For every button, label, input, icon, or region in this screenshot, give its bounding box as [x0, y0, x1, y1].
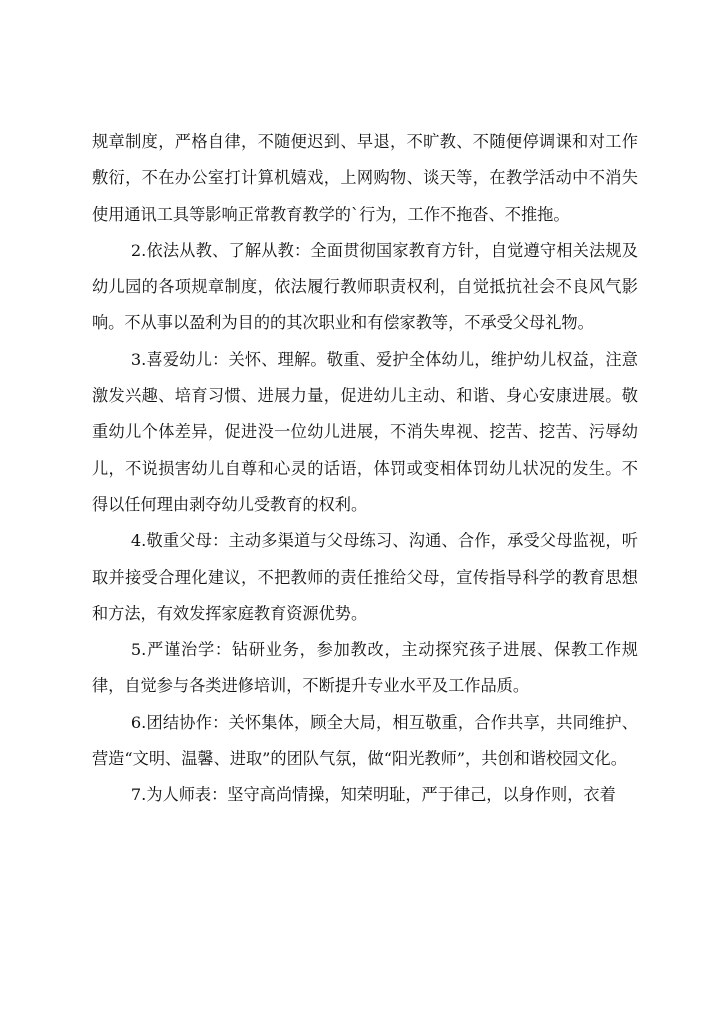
document-body: [92, 124, 638, 814]
paragraph-item-2: 2.依法从教、了解从教：全面贯彻国家教育方针，自觉遵守相关法规及幼儿园的各项规章制度，依法履行教师职责权利，自觉抵抗社会不良风气影响。不从事以盈利为目的的其次职业和有偿家教等，不承受父母礼物。: [92, 240, 638, 333]
paragraph-continuation: 规章制度，严格自律，不随便迟到、早退，不旷教、不随便停调课和对工作敷衍，不在办公室打计算机嬉戏，上网购物、谈天等，在教学活动中不消失使用通讯工具等影响正常教育教学的`行为，工作不拖沓、不推拖。: [92, 132, 638, 224]
paragraph-item-5: 5.严谨治学：钻研业务，参加教改，主动探究孩子进展、保教工作规律，自觉参与各类进修培训，不断提升专业水平及工作品质。: [92, 640, 638, 696]
paragraph-item-3: 3.喜爱幼儿：关怀、理解。敬重、爱护全体幼儿，维护幼儿权益，注意激发兴趣、培育习惯、进展力量，促进幼儿主动、和谐、身心安康进展。敬重幼儿个体差异，促进没一位幼儿进展，不消失卑视、挖苦、挖苦、污辱幼儿，不说损害幼儿自尊和心灵的话语，体罚或变相体罚幼儿状况的发生。不得以任何理由剥夺幼儿受教育的权利。: [92, 349, 638, 514]
paragraph-item-4: 4.敬重父母：主动多渠道与父母练习、沟通、合作，承受父母监视，听取并接受合理化建议，不把教师的责任推给父母，宣传指导科学的教育思想和方法，有效发挥家庭教育资源优势。: [92, 531, 638, 623]
paragraph-item-6: 6.团结协作：关怀集体，顾全大局，相互敬重，合作共享，共同维护、营造“文明、温馨、进取”的团队气氛，做“阳光教师”，共创和谐校园文化。: [92, 712, 638, 769]
paragraph-item-7: 7.为人师表：坚守高尚情操，知荣明耻，严于律己，以身作则，衣着: [130, 785, 616, 805]
